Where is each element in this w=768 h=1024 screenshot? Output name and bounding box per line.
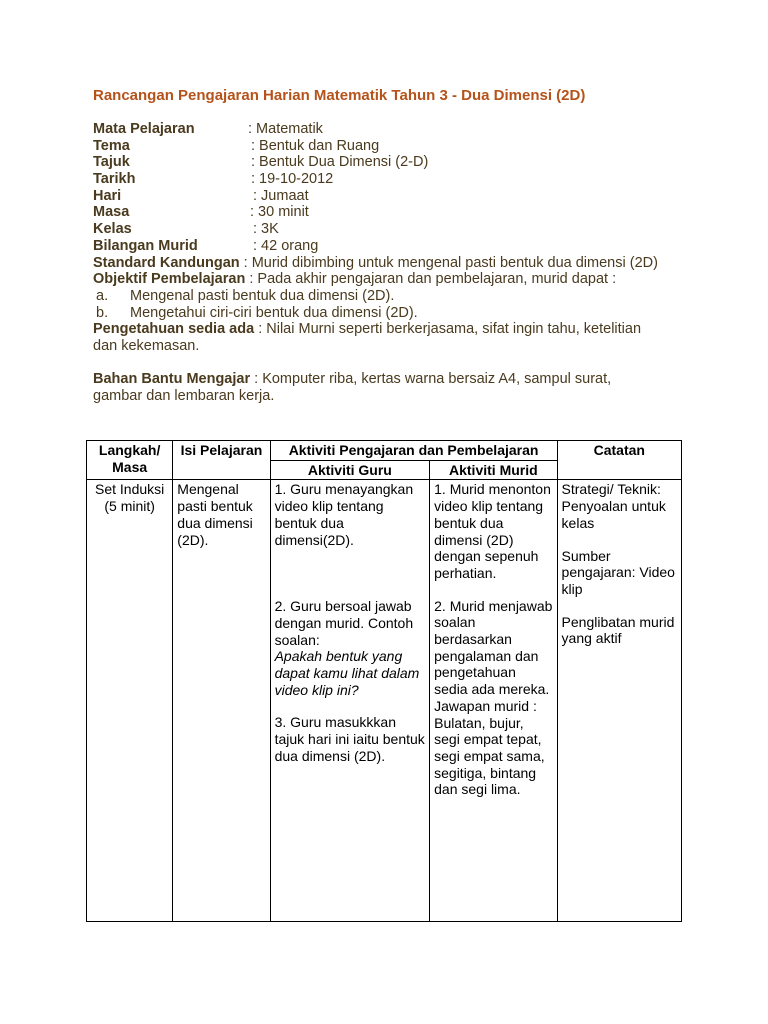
- cell-catatan: [557, 480, 681, 922]
- list-text: Mengenal pasti bentuk dua dimensi (2D).: [130, 287, 395, 304]
- label: Objektif Pembelajaran: [93, 271, 246, 288]
- label: Tema: [93, 137, 130, 154]
- list-marker: a.: [96, 287, 109, 304]
- value: : Bentuk Dua Dimensi (2-D): [251, 154, 429, 171]
- header-catatan: Catatan: [557, 441, 681, 480]
- lesson-table: [86, 440, 682, 922]
- value: : Bentuk dan Ruang: [251, 137, 380, 154]
- info-tarikh: [93, 171, 693, 188]
- guru-step-2: 2. Guru bersoal jawab dengan murid. Contoh soalan:: [274, 598, 414, 648]
- info-kelas: [93, 221, 693, 238]
- label: Masa: [93, 204, 130, 221]
- info-objektif: [93, 271, 693, 288]
- value: : 30 minit: [250, 204, 309, 221]
- list-item: [93, 305, 693, 322]
- catatan-1: Strategi/ Teknik: Penyoalan untuk kelas: [561, 481, 666, 531]
- value: : Komputer riba, kertas warna bersaiz A4, sampul surat, gambar dan lembaran kerja.: [93, 371, 612, 405]
- label: Standard Kandungan: [93, 254, 240, 271]
- guru-step-1: 1. Guru menayangkan video klip tentang bentuk dua dimensi(2D).: [274, 481, 414, 548]
- spacer: [562, 532, 677, 548]
- value: : 42 orang: [253, 237, 319, 254]
- catatan-3: Penglibatan murid yang aktif: [561, 613, 675, 647]
- header-aktiviti-guru: Aktiviti Guru: [270, 460, 430, 480]
- value: : Pada akhir pengajaran dan pembelajaran, murid dapat :: [245, 271, 617, 288]
- table-header-row: [87, 441, 682, 461]
- spacer: [275, 548, 426, 598]
- info-tajuk: [93, 154, 693, 171]
- cell-langkah: Set Induksi (5 minit): [87, 480, 173, 922]
- spacer: [434, 582, 552, 598]
- cell-aktiviti-murid: [430, 480, 557, 922]
- header-isi: Isi Pelajaran: [173, 441, 270, 480]
- label: Bilangan Murid: [93, 237, 198, 254]
- spacer: [275, 698, 426, 714]
- list-item: [93, 288, 693, 305]
- cell-isi: Mengenal pasti bentuk dua dimensi (2D).: [173, 480, 270, 922]
- label: Tarikh: [93, 171, 136, 188]
- list-marker: b.: [96, 304, 109, 321]
- catatan-2: Sumber pengajaran: Video klip: [561, 547, 675, 597]
- murid-step-2: 2. Murid menjawab soalan berdasarkan pengalaman dan pengetahuan sedia ada mereka. Jawapan murid : Bulatan, bujur, segi empat tepat, segi empat sama, segitiga, bintang dan segi lima.: [434, 597, 553, 798]
- label: Tajuk: [93, 154, 130, 171]
- info-standard-kandungan: [93, 255, 678, 272]
- info-mata-pelajaran: [93, 121, 693, 138]
- value: : 19-10-2012: [251, 171, 334, 188]
- guru-step-3: 3. Guru masukkkan tajuk hari ini iaitu bentuk dua dimensi (2D).: [274, 714, 425, 764]
- murid-step-1: 1. Murid menonton video klip tentang bentuk dua dimensi (2D) dengan sepenuh perhatian.: [434, 481, 551, 581]
- label: Hari: [93, 187, 122, 204]
- info-pengetahuan: [93, 321, 653, 354]
- label: Bahan Bantu Mengajar: [93, 371, 251, 388]
- table-row: [87, 480, 682, 922]
- guru-step-2-question: Apakah bentuk yang dapat kamu lihat dalam video klip ini?: [274, 648, 420, 698]
- label: Pengetahuan sedia ada: [93, 321, 255, 338]
- document-title: Rancangan Pengajaran Harian Matematik Tahun 3 - Dua Dimensi (2D): [93, 87, 586, 104]
- spacer: [562, 598, 677, 614]
- value: : Nilai Murni seperti berkerjasama, sifat ingin tahu, ketelitian dan kekemasan.: [93, 321, 642, 354]
- info-bahan: [93, 371, 658, 404]
- info-tema: [93, 138, 693, 155]
- label: Mata Pelajaran: [93, 121, 195, 137]
- header-aktiviti-murid: Aktiviti Murid: [430, 460, 557, 480]
- value: : Jumaat: [253, 187, 309, 204]
- lesson-info: [93, 121, 693, 405]
- objektif-list: [93, 288, 693, 321]
- spacer: [93, 355, 693, 372]
- list-text: Mengetahui ciri-ciri bentuk dua dimensi (2D).: [130, 304, 418, 321]
- cell-aktiviti-guru: [270, 480, 430, 922]
- info-masa: [93, 204, 693, 221]
- label: Kelas: [93, 221, 132, 238]
- value: : Matematik: [248, 121, 323, 137]
- value: : 3K: [253, 221, 279, 238]
- header-aktiviti: Aktiviti Pengajaran dan Pembelajaran: [270, 441, 557, 461]
- info-bilangan-murid: [93, 238, 693, 255]
- value: : Murid dibimbing untuk mengenal pasti bentuk dua dimensi (2D): [239, 254, 658, 271]
- info-hari: [93, 188, 693, 205]
- header-langkah: Langkah/ Masa: [87, 441, 173, 480]
